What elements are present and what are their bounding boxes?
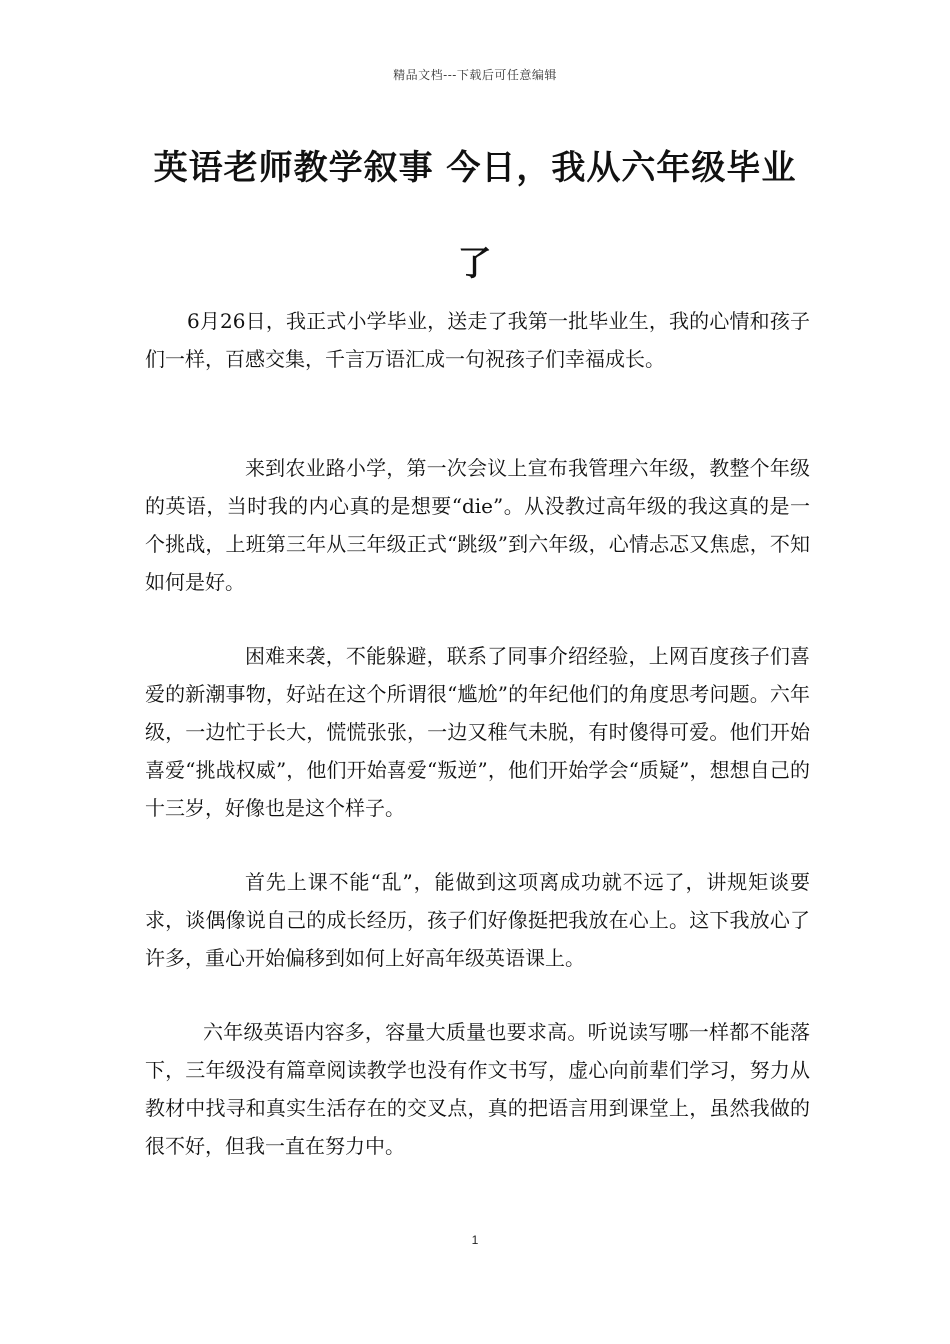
document-title: 英语老师教学叙事 今日，我从六年级毕业了 xyxy=(153,148,797,284)
paragraph-5: 六年级英语内容多，容量大质量也要求高。听说读写哪一样都不能落下，三年级没有篇章阅读教学也没有作文书写，虚心向前辈们学习，努力从教材中找寻和真实生活存在的交叉点，真的把语言用到课堂上，虽然我做的很不好，但我一直在努力中。 xyxy=(145,1020,810,1158)
page-header: 精品文档---下载后可任意编辑 xyxy=(393,68,557,82)
paragraph-4: 首先上课不能“乱”，能做到这项离成功就不远了，讲规矩谈要求，谈偶像说自己的成长经历，孩子们好像挺把我放在心上。这下我放心了许多，重心开始偏移到如何上好高年级英语课上。 xyxy=(145,870,810,970)
paragraph-3: 困难来袭，不能躲避，联系了同事介绍经验，上网百度孩子们喜爱的新潮事物，好站在这个所谓很“尴尬”的年纪他们的角度思考问题。六年级，一边忙于长大，慌慌张张，一边又稚气未脱，有时傻得可爱。他们开始喜爱“挑战权威”，他们开始喜爱“叛逆”，他们开始学会“质疑”，想想自己的十三岁，好像也是这个样子。 xyxy=(145,644,810,820)
paragraph-2: 来到农业路小学，第一次会议上宣布我管理六年级，教整个年级的英语，当时我的内心真的是想要“die”。从没教过高年级的我这真的是一个挑战，上班第三年从三年级正式“跳级”到六年级，心情忐忑又焦虑，不知如何是好。 xyxy=(145,456,810,594)
paragraph-1: 6月26日，我正式小学毕业，送走了我第一批毕业生，我的心情和孩子们一样，百感交集，千言万语汇成一句祝孩子们幸福成长。 xyxy=(145,309,810,371)
page-number: 1 xyxy=(471,1233,479,1247)
document-body xyxy=(145,302,810,1165)
